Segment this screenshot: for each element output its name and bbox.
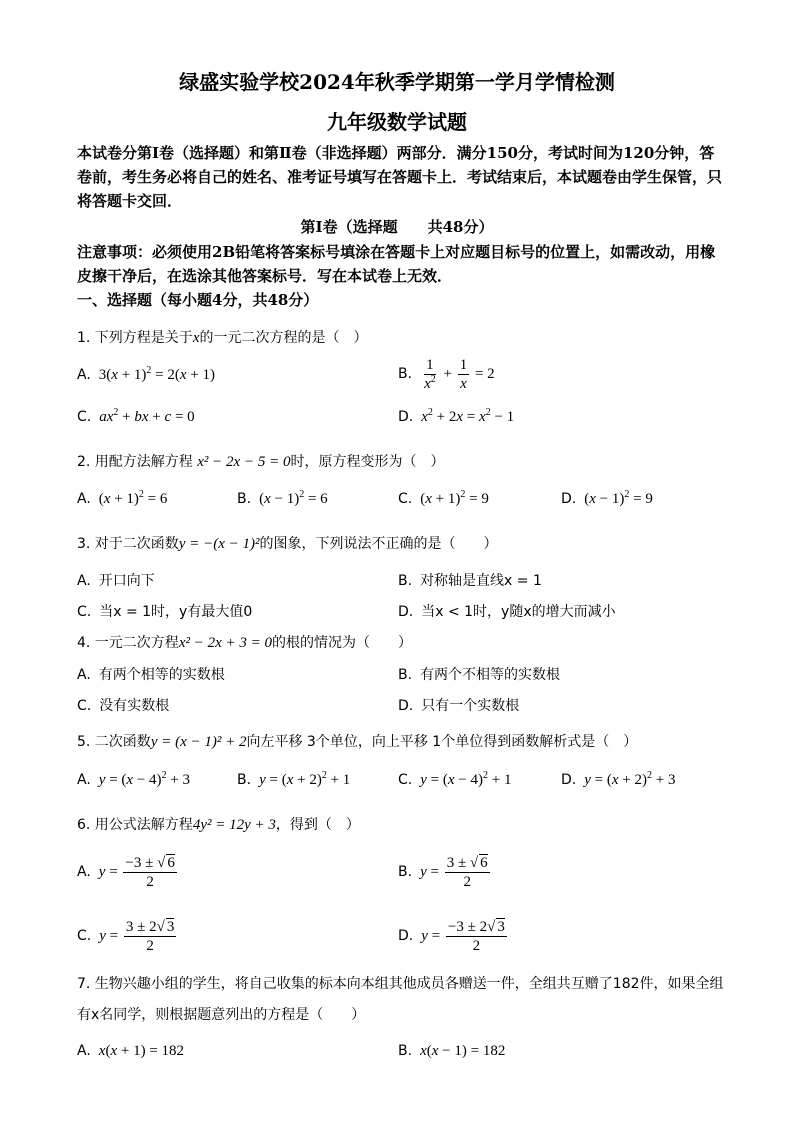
q2-option-a: A. $(x + 1)^2 = 6$ xyxy=(77,489,168,507)
part1-heading: 第Ⅰ卷（选择题 共48分） xyxy=(300,218,494,236)
q2-equation: x² − 2x − 5 = 0 xyxy=(197,454,291,470)
q2-option-c: C. $(x + 1)^2 = 9$ xyxy=(398,489,489,507)
q1-stem-a: 1. 下列方程是关于 xyxy=(77,330,193,346)
q4-option-a: A. 有两个相等的实数根 xyxy=(77,667,225,683)
q1-var: x xyxy=(192,330,200,346)
q3-option-c: C. 当x = 1时，y有最大值0 xyxy=(77,604,253,620)
q7-option-b: B. x(x − 1) = 182 xyxy=(398,1043,506,1059)
q4-option-c: C. 没有实数根 xyxy=(77,698,170,714)
q3-equation: y = −(x − 1)² xyxy=(178,536,260,552)
question-6: 6. 用公式法解方程4y² = 12y + 3，得到（ ） xyxy=(77,817,360,833)
q1-option-d: D. $x^2 + 2x = x^2 - 1$ xyxy=(398,407,515,425)
question-7: 7. 生物兴趣小组的学生，将自己收集的标本向本组其他成员各赠送一件，全组共互赠了182件，如果全组有x名同学，则根据题意列出的方程是（ ） xyxy=(77,976,724,1023)
q2-option-d: D. $(x - 1)^2 = 9$ xyxy=(561,489,653,507)
q4-option-d: D. 只有一个实数根 xyxy=(398,698,520,714)
q3-option-a: A. 开口向下 xyxy=(77,573,155,589)
exam-title: 绿盛实验学校2024年秋季学期第一学月学情检测 xyxy=(179,70,615,94)
q1-option-b: B. $\frac{1}{x^2}$ + $\frac{1}{x}$ = 2 xyxy=(398,357,495,392)
q5-option-a: A. $y = (x - 4)^2 + 3$ xyxy=(77,770,191,788)
q3-option-b: B. 对称轴是直线x = 1 xyxy=(398,573,542,589)
q4-equation: x² − 2x + 3 = 0 xyxy=(178,635,272,651)
q6-option-b: B. y = $\frac{3 \pm √ 6}{2}$ xyxy=(398,855,488,890)
q5-option-d: D. $y = (x + 2)^2 + 3$ xyxy=(561,770,676,788)
q6-equation: 4y² = 12y + 3 xyxy=(192,817,276,833)
q2-option-b: B. $(x - 1)^2 = 6$ xyxy=(237,489,328,507)
q1-option-a: A. $3(x + 1)^2 = 2(x + 1)$ xyxy=(77,365,216,383)
q1-option-c: C. $ax^2$ + bx + c = 0 xyxy=(77,407,195,425)
notice: 注意事项：必须使用2B铅笔将答案标号填涂在答题卡上对应题目标号的位置上，如需改动，用橡皮擦干净后，在选涂其他答案标号．写在本试卷上无效． xyxy=(77,243,716,285)
question-3: 3. 对于二次函数y = −(x − 1)²的图象，下列说法不正确的是（ ） xyxy=(77,536,498,552)
q5-option-c: C. $y = (x - 4)^2 + 1$ xyxy=(398,770,512,788)
q5-option-b: B. $y = (x + 2)^2 + 1$ xyxy=(237,770,351,788)
section1-heading: 一、选择题（每小题4分，共48分） xyxy=(77,291,319,309)
question-5: 5. 二次函数y = (x − 1)² + 2向左平移 3个单位，向上平移 1个单位得到函数解析式是（ ） xyxy=(77,734,638,750)
q5-equation: y = (x − 1)² + 2 xyxy=(150,734,247,750)
q6-option-c: C. y = $\frac{3 \pm 2√ 3}{2}$ xyxy=(77,919,175,954)
q6-option-a: A. y = $\frac{-3 \pm √ 6}{2}$ xyxy=(77,855,175,890)
question-2: 2. 用配方法解方程 x² − 2x − 5 = 0时，原方程变形为（ ） xyxy=(77,454,445,470)
q4-option-b: B. 有两个不相等的实数根 xyxy=(398,667,561,683)
q3-option-d: D. 当x < 1时，y随x的增大而减小 xyxy=(398,604,616,620)
exam-intro: 本试卷分第Ⅰ卷（选择题）和第Ⅱ卷（非选择题）两部分．满分150分，考试时间为120分钟，答卷前，考生务必将自己的姓名、准考证号填写在答题卡上．考试结束后，本试题卷由学生保管，只将答题卡交回． xyxy=(77,144,723,210)
q6-option-d: D. y = $\frac{-3 \pm 2√ 3}{2}$ xyxy=(398,919,505,954)
question-4: 4. 一元二次方程x² − 2x + 3 = 0的根的情况为（ ） xyxy=(77,635,412,651)
exam-subtitle: 九年级数学试题 xyxy=(327,110,467,134)
question-1 xyxy=(77,327,367,347)
q7-option-a: A. x(x + 1) = 182 xyxy=(77,1043,185,1059)
q1-stem-b: 的一元二次方程的是（ ） xyxy=(199,330,368,346)
